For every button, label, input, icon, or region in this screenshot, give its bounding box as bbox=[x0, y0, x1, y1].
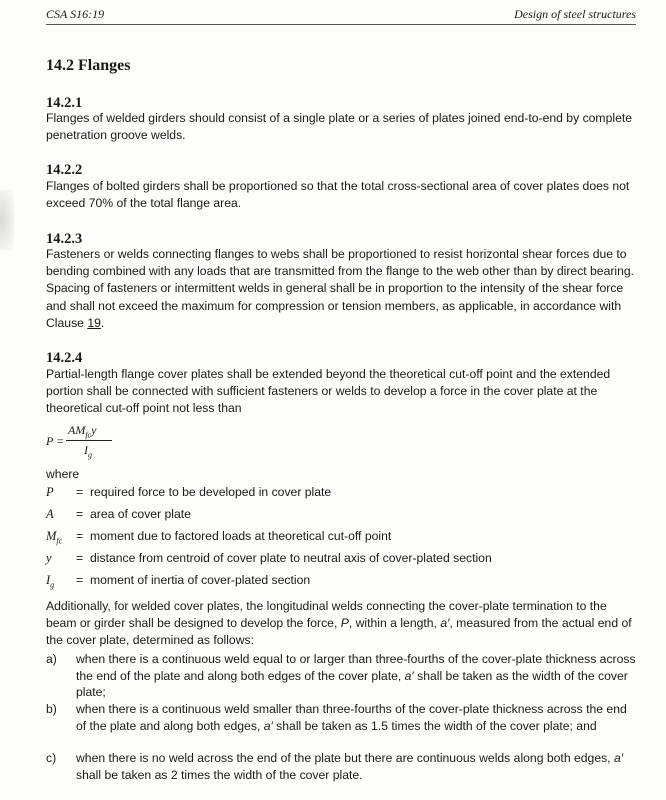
list-item-text: when there is a continuous weld equal to or larger than three-fourths of the cover-plate thickness across the end of the plate and along both edges of the cover plate, a′ shall be taken as the width of the cover plate; bbox=[76, 652, 636, 700]
list-item-label: a) bbox=[46, 652, 57, 666]
definition-symbol: P bbox=[46, 485, 54, 499]
clause-text-14-2-3 bbox=[46, 246, 636, 332]
clause-19-link[interactable]: 19 bbox=[87, 315, 101, 330]
section-heading: 14.2 Flanges bbox=[46, 57, 131, 74]
list-item-label: b) bbox=[46, 702, 57, 716]
list-item-text: when there is no weld across the end of the plate but there are continuous welds along both edges, a′ shall be taken as 2 times the width of the cover plate. bbox=[76, 751, 624, 782]
clause-text-14-2-3-body: Fasteners or welds connecting flanges to webs shall be proportioned to resist horizontal shear forces due to bending combined with any loads that are transmitted from the flange to the web other than by direct bearing. Spacing of fasteners or intermittent welds in general shall be in proportion to the intensity of the shear force and shall not exceed the maximum for compression or tension members, as applicable, in accordance with Clause bbox=[46, 247, 635, 330]
cover-plate-force-formula bbox=[46, 423, 136, 463]
definition-symbol: $M_{fc}$ bbox=[46, 529, 63, 546]
clause-text-14-2-2: Flanges of bolted girders shall be proportioned so that the total cross-sectional area of cover plates does not exceed 70% of the total flange area. bbox=[46, 179, 630, 211]
running-header bbox=[46, 4, 636, 25]
formula-denominator: $I_g$ bbox=[84, 443, 92, 460]
list-item-text: when there is a continuous weld smaller than three-fourths of the cover-plate thickness across the end of the plate and along both edges, a′ shall be taken as 1.5 times the width of the cover plate; and bbox=[76, 702, 627, 733]
definition-text: moment due to factored loads at theoretical cut-off point bbox=[90, 529, 392, 543]
clause-number-14-2-4: 14.2.4 bbox=[46, 350, 83, 366]
additional-requirements-paragraph: Additionally, for welded cover plates, the longitudinal welds connecting the cover-plate termination to the beam or girder shall be designed to develop the force, P, within a length, a′, measured from the actual end of the cover plate, determined as follows: bbox=[46, 599, 632, 647]
formula-fraction-bar bbox=[66, 440, 112, 441]
clause-text-14-2-3-end: . bbox=[100, 315, 105, 330]
definition-text: area of cover plate bbox=[90, 507, 191, 521]
page-edge-shadow bbox=[0, 190, 14, 250]
header-standard-code: CSA S16:19 bbox=[46, 7, 105, 21]
where-label: where bbox=[46, 467, 80, 481]
clause-text-14-2-1: Flanges of welded girders should consist of a single plate or a series of plates joined end-to-end by complete penetration groove welds. bbox=[46, 111, 633, 143]
definition-symbol: $I_g$ bbox=[46, 573, 55, 590]
definition-symbol: y bbox=[46, 551, 52, 565]
definition-text: distance from centroid of cover plate to neutral axis of cover-plated section bbox=[90, 551, 492, 565]
list-item-label: c) bbox=[46, 751, 57, 765]
header-document-title: Design of steel structures bbox=[514, 7, 636, 21]
clause-number-14-2-3: 14.2.3 bbox=[46, 231, 83, 247]
definition-symbol: A bbox=[46, 507, 54, 521]
formula-numerator: $AM_{fc}y$ bbox=[68, 423, 97, 440]
definition-text: required force to be developed in cover plate bbox=[90, 485, 332, 499]
clause-number-14-2-2: 14.2.2 bbox=[46, 162, 83, 178]
formula-lhs: P = bbox=[46, 434, 65, 448]
definition-text: moment of inertia of cover-plated section bbox=[90, 573, 311, 587]
clause-text-14-2-4: Partial-length flange cover plates shall be extended beyond the theoretical cut-off point and the extended portion shall be connected with sufficient fasteners or welds to develop a force in the cover plate at the theoretical cut-off point not less than bbox=[46, 367, 611, 416]
clause-number-14-2-1: 14.2.1 bbox=[46, 95, 83, 111]
document-page: CSA S16:19 Design of steel structures 14.2 Flanges 14.2.1 Flanges of welded girders should consist of a single plate or a series of plates joined end-to-end by complete penetration groove welds. 14.2.2 Flanges of bolted girders shall be proportioned so that the total cross-sectional area of cover plates does not exceed 70% of the total flange area. 14.2.3 Fasteners or welds connecting flanges to webs shall be proportioned to resist horizontal shear forces due to bending combined with any loads that are transmitted from the flange to the web other than by direct bearing. Spacing of fasteners or intermittent welds in general shall be in proportion to the intensity of the shear force and shall not exceed the maximum for compression or tension members, as applicable, in accordance with Clause 19. 14.2.4 Partial-length flange cover plates shall be extended beyond the theoretical cut-off point and the extended portion shall be connected with sufficient fasteners or welds to develop a force in the cover plate at the theoretical cut-off point not less than P = $AM_{fc}y$ $I_g$ where P = required force to be developed in cover plate A = area of cover plate $M_{fc}$ = moment due to factored loads at theoretical cut-off point y = distance from centroid of cover plate to neutral axis of cover-plated section $I_g$ = moment of inertia of cover-plated section Additionally, for welded cover plates, the longitudinal welds connecting the cover-plate termination to the beam or girder shall be designed to develop the force, P, within a length, a′, measured from the actual end of the cover plate, determined as follows: a) when there is a continuous weld equal to or larger than three-fourths of the cover-plate thickness across the end of the plate and along both edges of the cover plate, a′ shall be taken as the width of the cover plate; b) when there is a continuous weld smaller than three-fourths of the cover-plate thickness across the end of the plate and along both edges, a′ shall be taken as 1.5 times the width of the cover plate; and c) when there is no weld across the end of the plate but there are continuous welds along both edges, a′ shall be taken as 2 times the width of the cover plate. bbox=[0, 0, 666, 800]
